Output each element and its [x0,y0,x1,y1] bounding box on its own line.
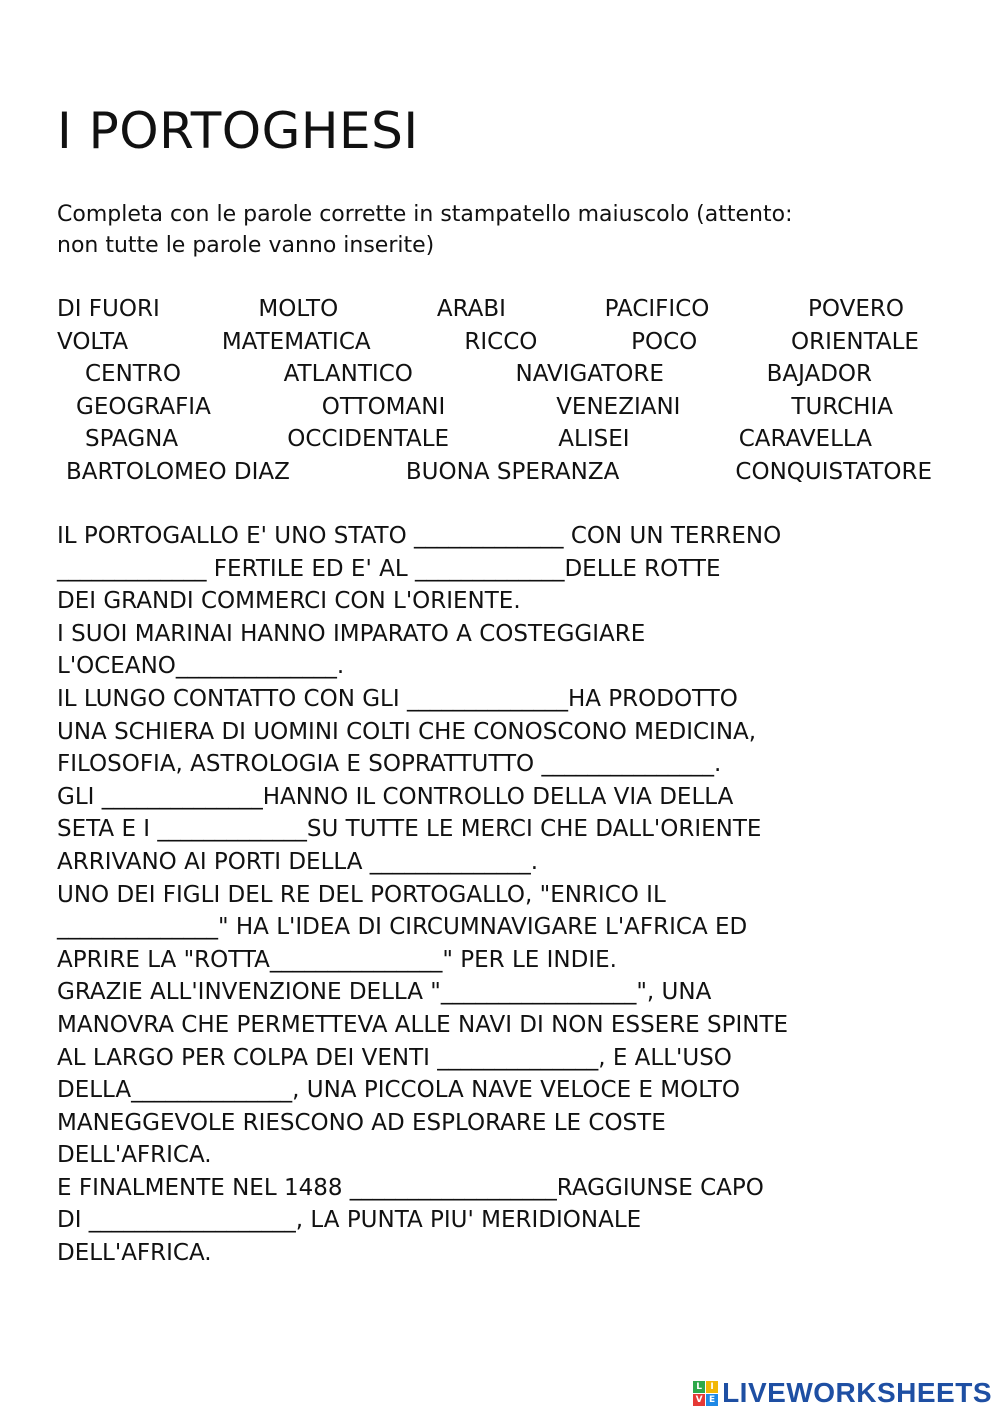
page-title: I PORTOGHESI [57,102,419,160]
exercise-line: DELL'AFRICA. [57,1240,212,1267]
word-bank-item: OCCIDENTALE [287,426,450,453]
word-bank-item: BUONA SPERANZA [405,458,620,485]
logo-tile: L [693,1381,705,1393]
word-bank-item: VOLTA [57,328,129,355]
word-bank-item: VENEZIANI [556,393,681,420]
liveworksheets-logo-icon [693,1381,718,1406]
word-bank-item: ALISEI [558,426,630,453]
word-bank-item: POVERO [808,296,904,322]
word-bank-row [57,423,947,456]
exercise-line: UNA SCHIERA DI UOMINI COLTI CHE CONOSCONO MEDICINA, [57,718,757,745]
exercise-line: UNO DEI FIGLI DEL RE DEL PORTOGALLO, "ENRICO IL [57,881,666,908]
exercise-line: ______________" HA L'IDEA DI CIRCUMNAVIGARE L'AFRICA ED [57,914,748,941]
exercise-line: DEI GRANDI COMMERCI CON L'ORIENTE. [57,588,521,615]
exercise-line: DELLA______________, UNA PICCOLA NAVE VELOCE E MOLTO [57,1077,741,1104]
word-bank [57,293,947,489]
word-bank-item: NAVIGATORE [515,361,664,388]
exercise-line: E FINALMENTE NEL 1488 __________________RAGGIUNSE CAPO [57,1174,764,1201]
word-bank-row [57,391,947,424]
word-bank-item: TURCHIA [791,393,893,420]
instructions-line: non tutte le parole vanno inserite) [57,233,435,258]
exercise-line: I SUOI MARINAI HANNO IMPARATO A COSTEGGIARE [57,620,646,647]
exercise-line: FILOSOFIA, ASTROLOGIA E SOPRATTUTTO _______________. [57,751,722,778]
exercise-line: MANEGGEVOLE RIESCONO AD ESPLORARE LE COSTE [57,1109,666,1136]
exercise-line: SETA E I _____________SU TUTTE LE MERCI CHE DALL'ORIENTE [57,816,762,843]
exercise-line: IL LUNGO CONTATTO CON GLI ______________HA PRODOTTO [57,685,738,712]
word-bank-item: MATEMATICA [221,328,371,355]
logo-tile: E [706,1394,718,1406]
word-bank-item: ARABI [436,296,506,322]
word-bank-item: DI FUORI [57,296,160,322]
word-bank-item: CENTRO [85,361,181,388]
word-bank-row [57,358,947,391]
logo-tile: V [693,1394,705,1406]
instructions-line: Completa con le parole corrette in stampatello maiuscolo (attento: [57,202,793,227]
word-bank-row [57,293,947,326]
word-bank-item: BAJADOR [766,361,872,388]
word-bank-item: BARTOLOMEO DIAZ [66,458,290,485]
liveworksheets-brand: LIVEWORKSHEETS [722,1377,992,1408]
word-bank-item: POCO [631,328,698,355]
exercise-line: DELL'AFRICA. [57,1142,212,1169]
word-bank-row [57,456,947,489]
word-bank-item: PACIFICO [604,296,710,322]
word-bank-item: RICCO [464,328,538,355]
word-bank-item: MOLTO [258,296,339,322]
exercise-line: IL PORTOGALLO E' UNO STATO _____________ CON UN TERRENO [57,523,782,549]
exercise-line: AL LARGO PER COLPA DEI VENTI ______________, E ALL'USO [57,1044,732,1071]
logo-tile: I [706,1381,718,1393]
word-bank-item: SPAGNA [85,426,179,453]
exercise-line: GLI ______________HANNO IL CONTROLLO DELLA VIA DELLA [57,783,734,810]
exercise-line: L'OCEANO______________. [57,653,345,680]
exercise-line: GRAZIE ALL'INVENZIONE DELLA "_________________", UNA [57,979,712,1006]
exercise-line: MANOVRA CHE PERMETTEVA ALLE NAVI DI NON ESSERE SPINTE [57,1011,789,1038]
exercise-line: _____________ FERTILE ED E' AL _____________DELLE ROTTE [57,555,721,582]
word-bank-item: CONQUISTATORE [735,458,932,485]
exercise-line: DI __________________, LA PUNTA PIU' MERIDIONALE [57,1207,642,1234]
word-bank-row [57,326,947,359]
word-bank-item: ORIENTALE [791,328,919,355]
word-bank-item: GEOGRAFIA [76,393,211,420]
word-bank-item: OTTOMANI [321,393,446,420]
word-bank-item: CARAVELLA [738,426,872,453]
word-bank-item: ATLANTICO [283,361,413,388]
exercise-line: ARRIVANO AI PORTI DELLA ______________. [57,848,539,875]
exercise-line: APRIRE LA "ROTTA_______________" PER LE INDIE. [57,946,617,973]
instructions [57,199,957,261]
liveworksheets-logo[interactable] [693,1377,992,1409]
exercise-text [57,520,957,1270]
